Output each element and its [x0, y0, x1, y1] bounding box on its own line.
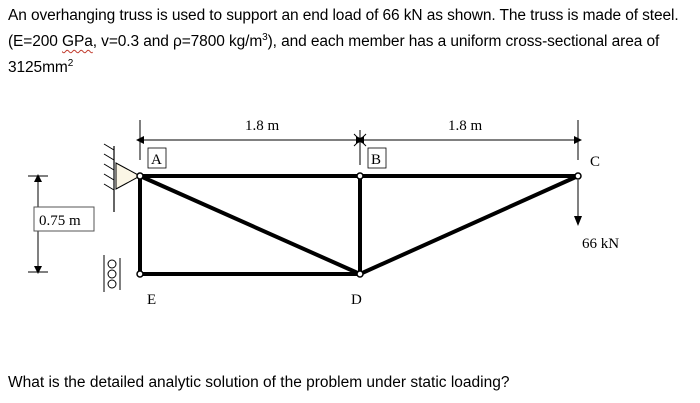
joint-e [137, 271, 143, 277]
line3-text: 3125mm [8, 59, 68, 77]
line2-post: ), and each member has a uniform cross-sectional area of [267, 33, 660, 51]
line2-pre: (E=200 [8, 33, 63, 51]
line2-superscript: 3 [262, 32, 268, 43]
roller-support-e [104, 255, 120, 292]
truss-members [140, 176, 578, 274]
member-dc [360, 176, 578, 274]
unit-gpa: GPa [62, 33, 93, 51]
load-label: 66 kN [582, 236, 620, 252]
node-label-c: C [590, 154, 601, 170]
dimension-height: 0.75 m [39, 213, 81, 229]
joint-c [575, 173, 581, 179]
dimension-span-bc: 1.8 m [448, 118, 483, 134]
joint-d [357, 271, 363, 277]
line3-superscript: 2 [67, 58, 74, 70]
dimension-span-ab: 1.8 m [245, 118, 280, 134]
node-label-e: E [147, 292, 157, 308]
problem-line-1: An overhanging truss is used to support an end load of 66 kN as shown. The truss is made of steel. [8, 7, 679, 24]
joint-b [357, 173, 363, 179]
node-label-a: A [151, 152, 162, 168]
member-ad [140, 176, 360, 274]
top-dimension [140, 120, 578, 165]
node-label-d: D [351, 292, 362, 308]
question-text: What is the detailed analytic solution of the problem under static loading? [8, 374, 510, 391]
load-arrow-icon [574, 180, 582, 226]
line2-mid: , v=0.3 and ρ=7800 kg/m [92, 33, 263, 51]
node-labels [148, 148, 386, 168]
pin-support-a [104, 144, 140, 212]
node-label-b: B [371, 152, 382, 168]
joint-a [137, 173, 143, 179]
